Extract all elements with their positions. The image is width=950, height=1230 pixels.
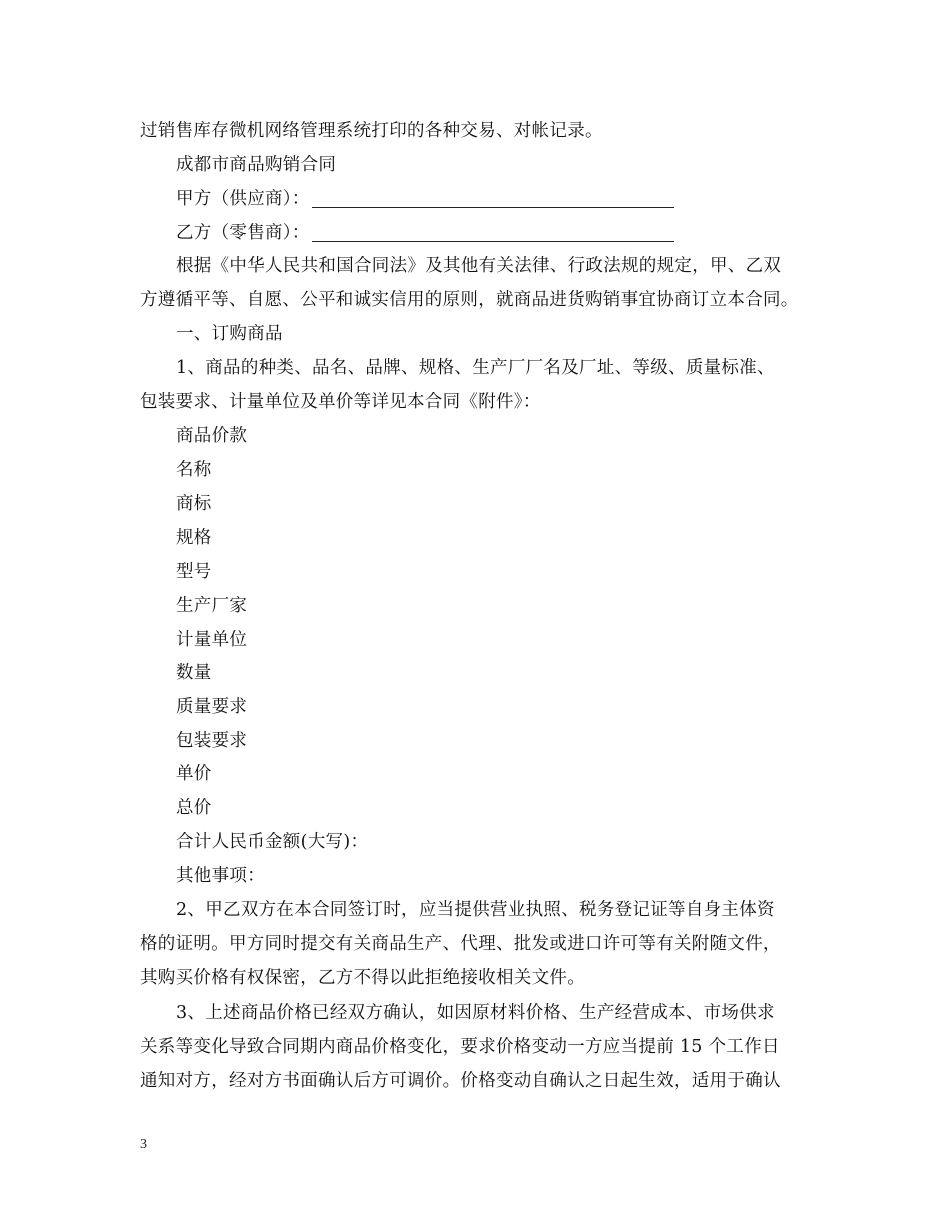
party-b-label: 乙方（零售商）： [176,223,310,243]
text-line: 包装要求、计量单位及单价等详见本合同《附件》： [140,392,541,412]
text-line: 1、商品的种类、品名、品牌、规格、生产厂厂名及厂址、等级、质量标准、 [176,358,775,378]
item-line: 型号 [176,562,212,582]
item-line: 计量单位 [176,630,248,650]
party-a-label: 甲方（供应商）： [176,189,310,209]
party-a-line [176,188,674,210]
text-line: 格的证明。甲方同时提交有关商品生产、代理、批发或进口许可等有关附随文件， [140,934,781,954]
party-a-blank [312,206,674,208]
text-line: 关系等变化导致合同期内商品价格变化，要求价格变动一方应当提前 15 个工作日 [140,1037,780,1057]
contract-title: 成都市商品购销合同 [176,155,337,175]
item-line: 名称 [176,460,212,480]
party-b-blank [312,240,674,242]
section-heading: 一、订购商品 [176,324,283,344]
item-line: 生产厂家 [176,596,248,616]
item-line: 总价 [176,798,212,818]
page-number: 3 [140,1137,147,1152]
text-line: 2、甲乙双方在本合同签订时，应当提供营业执照、税务登记证等自身主体资 [176,900,775,920]
text-line: 过销售库存微机网络管理系统打印的各种交易、对帐记录。 [140,121,603,141]
item-line: 单价 [176,764,212,784]
text-line: 3、上述商品价格已经双方确认，如因原材料价格、生产经营成本、市场供求 [176,1003,775,1023]
item-line: 规格 [176,528,212,548]
text-line: 其购买价格有权保密，乙方不得以此拒绝接收相关文件。 [140,968,585,988]
item-line: 质量要求 [176,697,248,717]
item-line: 商品价款 [176,426,248,446]
item-line: 包装要求 [176,731,248,751]
party-b-line [176,222,674,244]
item-line: 商标 [176,494,212,514]
text-line: 其他事项： [176,866,265,886]
text-line: 方遵循平等、自愿、公平和诚实信用的原则，就商品进货购销事宜协商订立本合同。 [140,290,799,310]
text-line: 通知对方，经对方书面确认后方可调价。价格变动自确认之日起生效，适用于确认 [140,1071,781,1091]
text-line: 合计人民币金额(大写)： [176,832,369,852]
text-line: 根据《中华人民共和国合同法》及其他有关法律、行政法规的规定，甲、乙双 [176,256,782,276]
item-line: 数量 [176,663,212,683]
